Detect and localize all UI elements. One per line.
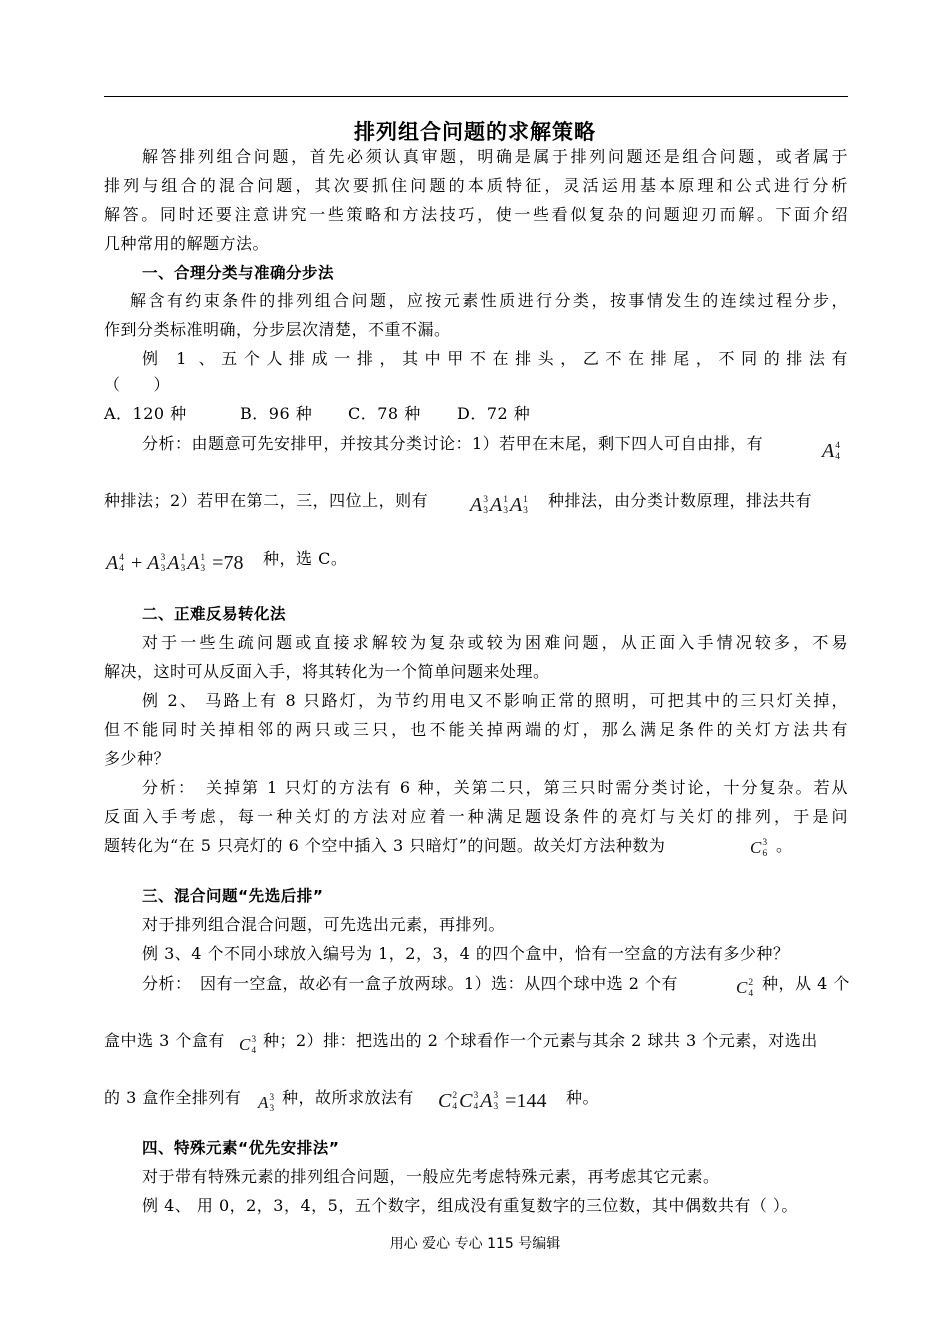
analysis-1: 分析：由题意可先安排甲，并按其分类讨论：1）若甲在末尾，剩下四人可自由排，有 bbox=[142, 434, 764, 453]
formula-a44: A 4 4 bbox=[822, 440, 840, 463]
body-line: 作到分类标准明确，分步层次清楚，不重不漏。 bbox=[104, 320, 451, 339]
analysis-2: 题转化为“在 5 只亮灯的 6 个空中插入 3 只暗灯”的问题。故关灯方法种数为 bbox=[104, 836, 666, 855]
formula-a33a31a31: A 3 3 A 1 3 A 1 3 bbox=[470, 494, 528, 517]
section-heading: 一、合理分类与准确分步法 bbox=[142, 264, 335, 282]
analysis-1: 种排法；2）若甲在第二，三，四位上，则有 bbox=[104, 491, 429, 510]
section-heading: 三、混合问题“先选后排” bbox=[142, 887, 324, 905]
example-4: 例 4、 用 0，2，3，4，5，五个数字，组成没有重复数字的三位数，其中偶数共有（ ）。 bbox=[142, 1196, 798, 1215]
example-3: 例 3、4 个不同小球放入编号为 1，2，3，4 的四个盒中，恰有一空盒的方法有多少种？ bbox=[142, 944, 790, 963]
analysis-2-end: 。 bbox=[776, 836, 793, 855]
intro-line: 排列与组合的混合问题，其次要抓住问题的本质特征，灵活运用基本原理和公式进行分析 bbox=[104, 176, 848, 195]
analysis-3: 种，故所求放法有 bbox=[282, 1088, 415, 1107]
intro-line: 解答。同时还要注意讲究一些策略和方法技巧，使一些看似复杂的问题迎刃而解。下面介绍 bbox=[104, 205, 848, 224]
section-heading: 二、正难反易转化法 bbox=[142, 605, 287, 623]
formula-c43: C 3 4 bbox=[239, 1035, 257, 1057]
body-line: 解含有约束条件的排列组合问题，应按元素性质进行分类，按事情发生的连续过程分步， bbox=[130, 291, 848, 310]
formula-c42: C 2 4 bbox=[736, 978, 754, 1000]
option-a: A．120 种 bbox=[104, 404, 187, 423]
analysis-3: 种；2）排：把选出的 2 个球看作一个元素与其余 2 球共 3 个元素，对选出 bbox=[263, 1031, 818, 1050]
example-1-blank: （ ） bbox=[104, 375, 171, 394]
analysis-3: 种，从 4 个 bbox=[762, 974, 850, 993]
formula-product: C 2 4 C 3 4 A 3 3 =144 bbox=[438, 1090, 547, 1113]
formula-result: 78 bbox=[223, 552, 244, 574]
example-2: 多少种？ bbox=[104, 749, 171, 768]
example-2: 例 2、 马路上有 8 只路灯，为节约用电又不影响正常的照明，可把其中的三只灯关掉， bbox=[142, 691, 848, 710]
analysis-2: 反面入手考虑，每一种关灯的方法对应着一种满足题设条件的亮灯与关灯的排列，于是问 bbox=[104, 807, 848, 826]
page-footer: 用心 爱心 专心 115 号编辑 bbox=[389, 1236, 561, 1252]
formula-sum: A 4 4 + A 3 3 A 1 3 A 1 3 =78 bbox=[106, 552, 244, 575]
body-line: 解决，这时可从反面入手，将其转化为一个简单问题来处理。 bbox=[104, 662, 550, 681]
formula-c63: C 3 6 bbox=[750, 838, 768, 860]
intro-line: 解答排列组合问题，首先必须认真审题，明确是属于排列问题还是组合问题，或者属于 bbox=[142, 147, 848, 166]
formula-a33: A 3 3 bbox=[258, 1093, 275, 1115]
analysis-1: 种排法，由分类计数原理，排法共有 bbox=[548, 491, 813, 510]
option-c: C．78 种 bbox=[348, 404, 421, 423]
formula-result: 144 bbox=[516, 1090, 547, 1112]
body-line: 对于一些生疏问题或直接求解较为复杂或较为困难问题，从正面入手情况较多，不易 bbox=[142, 633, 848, 652]
page-title: 排列组合问题的求解策略 bbox=[354, 120, 596, 144]
header-rule bbox=[104, 96, 848, 97]
option-b: B．96 种 bbox=[240, 404, 313, 423]
analysis-3: 分析： 因有一空盒，故必有一盒子放两球。1）选：从四个球中选 2 个有 bbox=[142, 974, 679, 993]
analysis-2: 分析： 关掉第 1 只灯的方法有 6 种，关第二只，第三只时需分类讨论，十分复杂。若从 bbox=[142, 778, 848, 797]
option-d: D．72 种 bbox=[457, 404, 531, 423]
example-1: 例 1 、五个人排成一排，其中甲不在排头，乙不在排尾，不同的排法有 bbox=[142, 349, 848, 368]
intro-line: 几种常用的解题方法。 bbox=[104, 234, 270, 253]
analysis-3: 盒中选 3 个盒有 bbox=[104, 1031, 225, 1050]
analysis-1: 种，选 C。 bbox=[263, 549, 348, 568]
example-2: 但不能同时关掉相邻的两只或三只，也不能关掉两端的灯，那么满足条件的关灯方法共有 bbox=[104, 720, 848, 739]
body-line: 对于排列组合混合问题，可先选出元素，再排列。 bbox=[142, 915, 506, 934]
analysis-3: 种。 bbox=[566, 1088, 600, 1107]
analysis-3: 的 3 盒作全排列有 bbox=[104, 1088, 242, 1107]
section-heading: 四、特殊元素“优先安排法” bbox=[142, 1139, 340, 1157]
body-line: 对于带有特殊元素的排列组合问题，一般应先考虑特殊元素，再考虑其它元素。 bbox=[142, 1167, 720, 1186]
